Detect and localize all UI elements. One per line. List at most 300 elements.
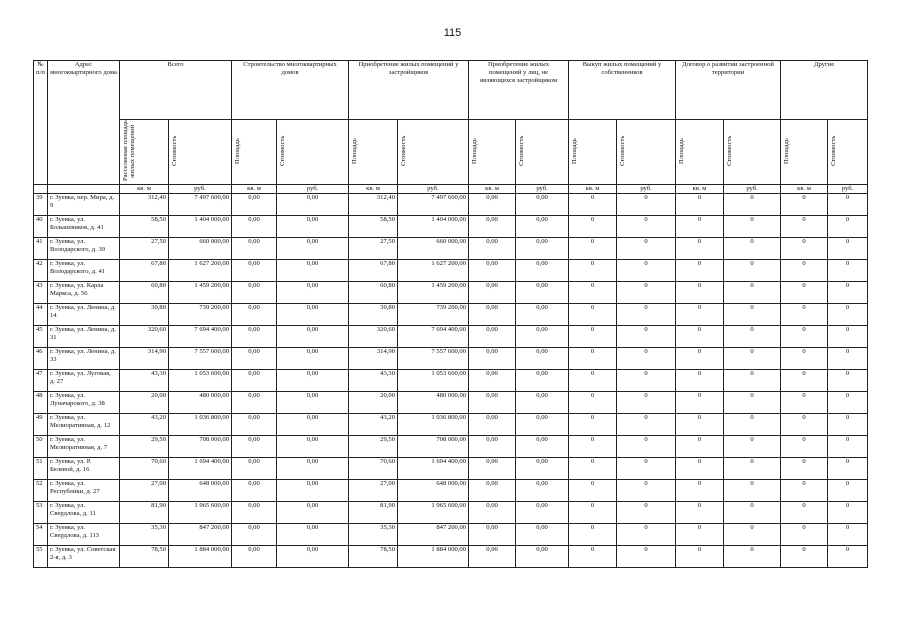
- buyout-cost: 0: [617, 414, 676, 436]
- row-number: 49: [34, 414, 48, 436]
- row-address: г. Зуевка, ул. Большевиков, д. 41: [48, 216, 120, 238]
- non-developer-purchase-area: 0,00: [469, 480, 516, 502]
- construction-area: 0,00: [232, 348, 277, 370]
- header-group-non-developer-purchase: Приобретение жилых помещений у лиц, не являющихся застройщиком: [469, 61, 569, 120]
- header-group-buyout: Выкуп жилых помещений у собственников: [569, 61, 676, 120]
- total-area: 20,00: [120, 392, 169, 414]
- developer-purchase-area: 320,60: [349, 326, 398, 348]
- developer-purchase-area: 43,30: [349, 370, 398, 392]
- row-number: 52: [34, 480, 48, 502]
- row-number: 41: [34, 238, 48, 260]
- other-cost: 0: [828, 326, 868, 348]
- other-cost: 0: [828, 392, 868, 414]
- unit-rub: руб.: [828, 185, 868, 194]
- construction-area: 0,00: [232, 304, 277, 326]
- total-cost: 1 694 400,00: [169, 458, 232, 480]
- unit-sqm: кв. м: [569, 185, 617, 194]
- non-developer-purchase-cost: 0,00: [516, 502, 569, 524]
- total-cost: 7 694 400,00: [169, 326, 232, 348]
- non-developer-purchase-area: 0,00: [469, 392, 516, 414]
- row-number: 48: [34, 392, 48, 414]
- territory-development-cost: 0: [724, 436, 781, 458]
- row-number: 55: [34, 546, 48, 568]
- developer-purchase-cost: 7 497 600,00: [398, 194, 469, 216]
- developer-purchase-area: 312,40: [349, 194, 398, 216]
- total-cost: 480 000,00: [169, 392, 232, 414]
- buyout-cost: 0: [617, 260, 676, 282]
- table-row: [34, 238, 868, 260]
- total-area: 312,40: [120, 194, 169, 216]
- other-cost: 0: [828, 436, 868, 458]
- developer-purchase-cost: 648 000,00: [398, 480, 469, 502]
- unit-rub: руб.: [398, 185, 469, 194]
- buyout-cost: 0: [617, 282, 676, 304]
- non-developer-purchase-cost: 0,00: [516, 392, 569, 414]
- header-address: Адрес многоквартирного дома: [48, 61, 120, 185]
- construction-area: 0,00: [232, 414, 277, 436]
- construction-cost: 0,00: [277, 458, 349, 480]
- territory-development-cost: 0: [724, 326, 781, 348]
- other-cost: 0: [828, 348, 868, 370]
- buyout-cost: 0: [617, 392, 676, 414]
- header-area: Площадь: [781, 120, 828, 185]
- non-developer-purchase-cost: 0,00: [516, 238, 569, 260]
- construction-cost: 0,00: [277, 238, 349, 260]
- developer-purchase-area: 70,60: [349, 458, 398, 480]
- developer-purchase-area: 20,00: [349, 392, 398, 414]
- non-developer-purchase-area: 0,00: [469, 194, 516, 216]
- buyout-cost: 0: [617, 348, 676, 370]
- header-group-construction: Строительство многоквартирных домов: [232, 61, 349, 120]
- non-developer-purchase-area: 0,00: [469, 370, 516, 392]
- row-number: 47: [34, 370, 48, 392]
- row-address: г. Зуевка, ул. Советская 2-я, д. 3: [48, 546, 120, 568]
- total-area: 60,80: [120, 282, 169, 304]
- header-area: Площадь: [232, 120, 277, 185]
- other-area: 0: [781, 238, 828, 260]
- territory-development-cost: 0: [724, 546, 781, 568]
- buyout-area: 0: [569, 458, 617, 480]
- construction-cost: 0,00: [277, 194, 349, 216]
- buyout-area: 0: [569, 524, 617, 546]
- table-row: [34, 480, 868, 502]
- construction-area: 0,00: [232, 480, 277, 502]
- total-area: 320,60: [120, 326, 169, 348]
- non-developer-purchase-cost: 0,00: [516, 524, 569, 546]
- row-address: г. Зуевка, ул. Володарского, д. 41: [48, 260, 120, 282]
- other-cost: 0: [828, 370, 868, 392]
- other-cost: 0: [828, 304, 868, 326]
- buyout-cost: 0: [617, 370, 676, 392]
- buyout-area: 0: [569, 326, 617, 348]
- territory-development-area: 0: [676, 546, 724, 568]
- territory-development-cost: 0: [724, 348, 781, 370]
- developer-purchase-area: 29,50: [349, 436, 398, 458]
- table-row: [34, 304, 868, 326]
- non-developer-purchase-cost: 0,00: [516, 326, 569, 348]
- total-area: 70,60: [120, 458, 169, 480]
- buyout-area: 0: [569, 194, 617, 216]
- developer-purchase-cost: 1 459 200,00: [398, 282, 469, 304]
- header-group-total: Всего: [120, 61, 232, 120]
- developer-purchase-area: 30,80: [349, 304, 398, 326]
- header-area: Площадь: [349, 120, 398, 185]
- territory-development-area: 0: [676, 216, 724, 238]
- other-cost: 0: [828, 524, 868, 546]
- table-row: [34, 436, 868, 458]
- other-area: 0: [781, 370, 828, 392]
- total-cost: 739 200,00: [169, 304, 232, 326]
- row-number: 53: [34, 502, 48, 524]
- territory-development-cost: 0: [724, 392, 781, 414]
- developer-purchase-area: 60,80: [349, 282, 398, 304]
- row-address: г. Зуевка, ул. Луначарского, д. 38: [48, 392, 120, 414]
- buyout-area: 0: [569, 348, 617, 370]
- construction-area: 0,00: [232, 458, 277, 480]
- row-number: 43: [34, 282, 48, 304]
- total-cost: 1 884 000,00: [169, 546, 232, 568]
- other-area: 0: [781, 194, 828, 216]
- construction-area: 0,00: [232, 370, 277, 392]
- other-area: 0: [781, 524, 828, 546]
- other-cost: 0: [828, 238, 868, 260]
- table-row: [34, 414, 868, 436]
- row-address: г. Зуевка, ул. Ленина, д. 31: [48, 326, 120, 348]
- total-area: 29,50: [120, 436, 169, 458]
- non-developer-purchase-cost: 0,00: [516, 546, 569, 568]
- developer-purchase-cost: 739 200,00: [398, 304, 469, 326]
- table-row: [34, 194, 868, 216]
- construction-area: 0,00: [232, 436, 277, 458]
- buyout-area: 0: [569, 238, 617, 260]
- non-developer-purchase-cost: 0,00: [516, 414, 569, 436]
- other-cost: 0: [828, 458, 868, 480]
- row-address: г. Зуевка, пер. Мира, д. 9: [48, 194, 120, 216]
- buyout-cost: 0: [617, 194, 676, 216]
- row-number: 42: [34, 260, 48, 282]
- non-developer-purchase-cost: 0,00: [516, 194, 569, 216]
- header-cost: Стоимость: [398, 120, 469, 185]
- territory-development-area: 0: [676, 480, 724, 502]
- construction-cost: 0,00: [277, 304, 349, 326]
- construction-area: 0,00: [232, 194, 277, 216]
- total-cost: 708 000,00: [169, 436, 232, 458]
- territory-development-area: 0: [676, 458, 724, 480]
- buyout-area: 0: [569, 260, 617, 282]
- row-address: г. Зуевка, ул. Свердлова, д. 113: [48, 524, 120, 546]
- territory-development-area: 0: [676, 436, 724, 458]
- total-area: 78,50: [120, 546, 169, 568]
- table-row: [34, 458, 868, 480]
- row-address: г. Зуевка, ул. Ленина, д. 14: [48, 304, 120, 326]
- row-number: 40: [34, 216, 48, 238]
- other-area: 0: [781, 260, 828, 282]
- row-address: г. Зуевка, ул. Мелиоративная, д. 12: [48, 414, 120, 436]
- territory-development-area: 0: [676, 370, 724, 392]
- developer-purchase-cost: 7 694 400,00: [398, 326, 469, 348]
- unit-sqm: кв. м: [120, 185, 169, 194]
- construction-area: 0,00: [232, 546, 277, 568]
- construction-cost: 0,00: [277, 502, 349, 524]
- developer-purchase-cost: 1 627 200,00: [398, 260, 469, 282]
- territory-development-area: 0: [676, 260, 724, 282]
- developer-purchase-cost: 1 036 800,00: [398, 414, 469, 436]
- table-row: [34, 326, 868, 348]
- buyout-area: 0: [569, 216, 617, 238]
- units-blank: [48, 185, 120, 194]
- developer-purchase-cost: 1 694 400,00: [398, 458, 469, 480]
- developer-purchase-cost: 708 000,00: [398, 436, 469, 458]
- buyout-area: 0: [569, 480, 617, 502]
- header-cost: Стоимость: [828, 120, 868, 185]
- total-cost: 1 627 200,00: [169, 260, 232, 282]
- buyout-cost: 0: [617, 216, 676, 238]
- other-area: 0: [781, 436, 828, 458]
- row-number: 51: [34, 458, 48, 480]
- total-cost: 1 404 000,00: [169, 216, 232, 238]
- non-developer-purchase-area: 0,00: [469, 304, 516, 326]
- territory-development-area: 0: [676, 194, 724, 216]
- other-cost: 0: [828, 282, 868, 304]
- territory-development-cost: 0: [724, 238, 781, 260]
- total-cost: 1 459 200,00: [169, 282, 232, 304]
- row-address: г. Зуевка, ул. Карла Маркса, д. 56: [48, 282, 120, 304]
- developer-purchase-area: 58,50: [349, 216, 398, 238]
- total-cost: 1 036 800,00: [169, 414, 232, 436]
- total-area: 58,50: [120, 216, 169, 238]
- row-address: г. Зуевка, ул. Мелиоративная, д. 7: [48, 436, 120, 458]
- header-area: Площадь: [469, 120, 516, 185]
- non-developer-purchase-cost: 0,00: [516, 260, 569, 282]
- non-developer-purchase-cost: 0,00: [516, 458, 569, 480]
- total-cost: 1 053 600,00: [169, 370, 232, 392]
- buyout-area: 0: [569, 436, 617, 458]
- construction-area: 0,00: [232, 260, 277, 282]
- total-cost: 7 497 600,00: [169, 194, 232, 216]
- other-area: 0: [781, 304, 828, 326]
- header-area: Площадь: [569, 120, 617, 185]
- other-cost: 0: [828, 414, 868, 436]
- non-developer-purchase-area: 0,00: [469, 216, 516, 238]
- non-developer-purchase-area: 0,00: [469, 238, 516, 260]
- table-row: [34, 392, 868, 414]
- territory-development-area: 0: [676, 524, 724, 546]
- total-cost: 660 000,00: [169, 238, 232, 260]
- developer-purchase-area: 27,00: [349, 480, 398, 502]
- non-developer-purchase-area: 0,00: [469, 524, 516, 546]
- unit-rub: руб.: [277, 185, 349, 194]
- developer-purchase-cost: 1 965 600,00: [398, 502, 469, 524]
- buyout-cost: 0: [617, 480, 676, 502]
- unit-sqm: кв. м: [781, 185, 828, 194]
- territory-development-cost: 0: [724, 370, 781, 392]
- other-cost: 0: [828, 546, 868, 568]
- other-cost: 0: [828, 194, 868, 216]
- other-cost: 0: [828, 260, 868, 282]
- header-group-territory-development: Договор о развитии застроенной территории: [676, 61, 781, 120]
- developer-purchase-cost: 1 884 000,00: [398, 546, 469, 568]
- territory-development-cost: 0: [724, 260, 781, 282]
- developer-purchase-area: 81,90: [349, 502, 398, 524]
- territory-development-area: 0: [676, 502, 724, 524]
- non-developer-purchase-cost: 0,00: [516, 436, 569, 458]
- non-developer-purchase-area: 0,00: [469, 260, 516, 282]
- construction-cost: 0,00: [277, 414, 349, 436]
- construction-area: 0,00: [232, 216, 277, 238]
- table-row: [34, 502, 868, 524]
- header-cost: Стоимость: [277, 120, 349, 185]
- territory-development-area: 0: [676, 282, 724, 304]
- header-group-other: Другие: [781, 61, 868, 120]
- developer-purchase-cost: 847 200,00: [398, 524, 469, 546]
- total-area: 30,80: [120, 304, 169, 326]
- other-area: 0: [781, 348, 828, 370]
- non-developer-purchase-cost: 0,00: [516, 304, 569, 326]
- total-area: 81,90: [120, 502, 169, 524]
- territory-development-area: 0: [676, 392, 724, 414]
- row-number: 44: [34, 304, 48, 326]
- non-developer-purchase-area: 0,00: [469, 458, 516, 480]
- table-row: [34, 370, 868, 392]
- non-developer-purchase-area: 0,00: [469, 436, 516, 458]
- buyout-cost: 0: [617, 524, 676, 546]
- page-number: 115: [443, 27, 462, 39]
- header-cost: Стоимость: [724, 120, 781, 185]
- non-developer-purchase-cost: 0,00: [516, 480, 569, 502]
- unit-sqm: кв. м: [349, 185, 398, 194]
- other-cost: 0: [828, 502, 868, 524]
- other-area: 0: [781, 392, 828, 414]
- unit-rub: руб.: [169, 185, 232, 194]
- buyout-area: 0: [569, 282, 617, 304]
- row-number: 54: [34, 524, 48, 546]
- unit-sqm: кв. м: [469, 185, 516, 194]
- territory-development-area: 0: [676, 304, 724, 326]
- row-address: г. Зуевка, ул. Луговая, д. 27: [48, 370, 120, 392]
- buyout-cost: 0: [617, 546, 676, 568]
- territory-development-area: 0: [676, 348, 724, 370]
- total-area: 314,90: [120, 348, 169, 370]
- developer-purchase-area: 78,50: [349, 546, 398, 568]
- non-developer-purchase-area: 0,00: [469, 414, 516, 436]
- non-developer-purchase-area: 0,00: [469, 546, 516, 568]
- unit-rub: руб.: [724, 185, 781, 194]
- other-area: 0: [781, 216, 828, 238]
- developer-purchase-cost: 660 000,00: [398, 238, 469, 260]
- other-area: 0: [781, 414, 828, 436]
- other-area: 0: [781, 502, 828, 524]
- construction-cost: 0,00: [277, 370, 349, 392]
- buyout-cost: 0: [617, 238, 676, 260]
- non-developer-purchase-area: 0,00: [469, 282, 516, 304]
- construction-area: 0,00: [232, 282, 277, 304]
- construction-area: 0,00: [232, 524, 277, 546]
- total-area: 43,20: [120, 414, 169, 436]
- construction-cost: 0,00: [277, 524, 349, 546]
- construction-cost: 0,00: [277, 282, 349, 304]
- territory-development-cost: 0: [724, 304, 781, 326]
- developer-purchase-area: 314,90: [349, 348, 398, 370]
- other-area: 0: [781, 546, 828, 568]
- construction-area: 0,00: [232, 392, 277, 414]
- buyout-area: 0: [569, 502, 617, 524]
- non-developer-purchase-cost: 0,00: [516, 282, 569, 304]
- territory-development-area: 0: [676, 414, 724, 436]
- construction-cost: 0,00: [277, 436, 349, 458]
- header-sub-row: [34, 120, 868, 185]
- table-row: [34, 348, 868, 370]
- row-number: 39: [34, 194, 48, 216]
- other-area: 0: [781, 480, 828, 502]
- other-area: 0: [781, 282, 828, 304]
- row-address: г. Зуевка, ул. Республики, д. 27: [48, 480, 120, 502]
- row-address: г. Зуевка, ул. Свердлова, д. 11: [48, 502, 120, 524]
- construction-cost: 0,00: [277, 326, 349, 348]
- non-developer-purchase-cost: 0,00: [516, 348, 569, 370]
- buyout-cost: 0: [617, 326, 676, 348]
- developer-purchase-cost: 1 053 600,00: [398, 370, 469, 392]
- row-number: 45: [34, 326, 48, 348]
- non-developer-purchase-area: 0,00: [469, 502, 516, 524]
- buyout-area: 0: [569, 392, 617, 414]
- table-row: [34, 546, 868, 568]
- territory-development-cost: 0: [724, 216, 781, 238]
- developer-purchase-cost: 1 404 000,00: [398, 216, 469, 238]
- developer-purchase-area: 43,20: [349, 414, 398, 436]
- other-cost: 0: [828, 480, 868, 502]
- total-cost: 1 965 600,00: [169, 502, 232, 524]
- table-body: [34, 194, 868, 568]
- developer-purchase-area: 27,50: [349, 238, 398, 260]
- non-developer-purchase-area: 0,00: [469, 348, 516, 370]
- total-cost: 648 000,00: [169, 480, 232, 502]
- construction-area: 0,00: [232, 502, 277, 524]
- header-cost: Стоимость: [617, 120, 676, 185]
- construction-area: 0,00: [232, 238, 277, 260]
- total-cost: 847 200,00: [169, 524, 232, 546]
- unit-sqm: кв. м: [232, 185, 277, 194]
- units-blank: [34, 185, 48, 194]
- construction-cost: 0,00: [277, 392, 349, 414]
- buyout-area: 0: [569, 414, 617, 436]
- other-area: 0: [781, 458, 828, 480]
- unit-rub: руб.: [617, 185, 676, 194]
- total-area: 43,30: [120, 370, 169, 392]
- total-cost: 7 557 600,00: [169, 348, 232, 370]
- territory-development-cost: 0: [724, 282, 781, 304]
- resettlement-table: [33, 60, 868, 568]
- construction-cost: 0,00: [277, 480, 349, 502]
- territory-development-cost: 0: [724, 194, 781, 216]
- total-area: 35,30: [120, 524, 169, 546]
- construction-cost: 0,00: [277, 260, 349, 282]
- row-number: 46: [34, 348, 48, 370]
- territory-development-cost: 0: [724, 414, 781, 436]
- header-area-resettled: Расселяемая площадь жилых помещений: [120, 120, 169, 185]
- other-cost: 0: [828, 216, 868, 238]
- header-area: Площадь: [676, 120, 724, 185]
- table-row: [34, 260, 868, 282]
- header-cost: Стоимость: [516, 120, 569, 185]
- total-area: 27,00: [120, 480, 169, 502]
- buyout-area: 0: [569, 370, 617, 392]
- row-address: г. Зуевка, ул. Р. Белевой, д. 16: [48, 458, 120, 480]
- territory-development-cost: 0: [724, 524, 781, 546]
- unit-rub: руб.: [516, 185, 569, 194]
- non-developer-purchase-cost: 0,00: [516, 370, 569, 392]
- developer-purchase-area: 35,30: [349, 524, 398, 546]
- territory-development-area: 0: [676, 238, 724, 260]
